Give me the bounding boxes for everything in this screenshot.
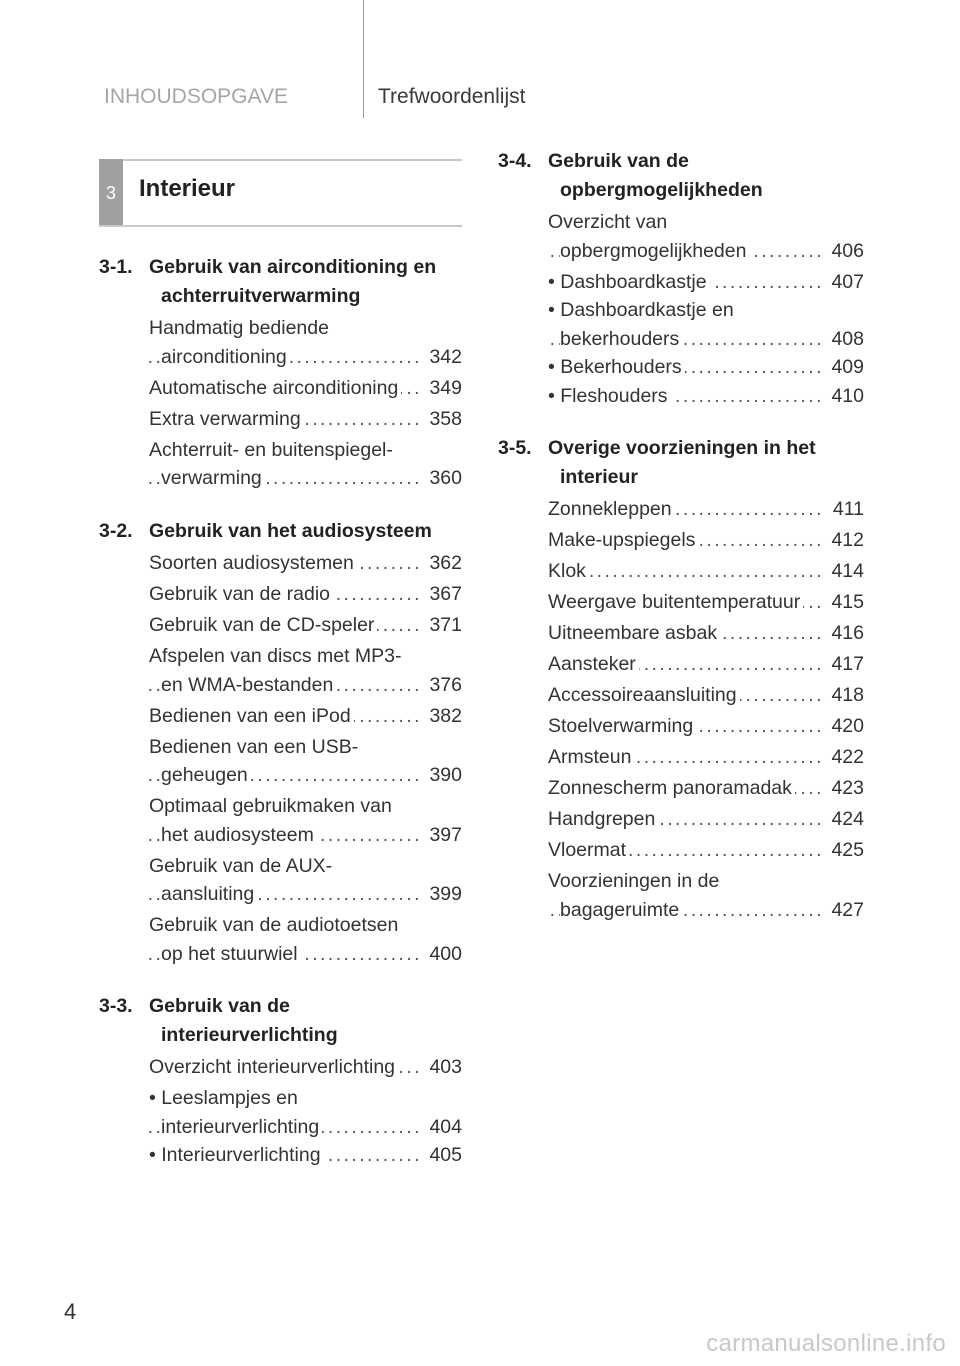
toc-entry-label-wrap (548, 681, 820, 710)
toc-entry-label-wrap (548, 774, 820, 803)
toc-entry[interactable] (548, 743, 864, 772)
chapter-entry-list (99, 314, 462, 493)
toc-entry-label: Gebruik van de AUX-aansluiting (149, 854, 333, 905)
chapter-title: Overige voorzieningen in het interieur (548, 437, 816, 488)
toc-entry-label: Accessoireaansluiting (548, 684, 740, 706)
toc-entry-label-wrap (149, 1053, 418, 1082)
toc-entry-label: Gebruik van de CD-speler (149, 614, 377, 636)
toc-entry-label-wrap (548, 353, 820, 382)
toc-column-left (99, 253, 462, 1194)
toc-entry-page: 425 (820, 836, 864, 865)
toc-entry[interactable] (548, 867, 864, 924)
section-title: Interieur (139, 175, 236, 202)
toc-entry[interactable] (548, 353, 864, 382)
toc-entry-label-wrap (548, 208, 820, 265)
toc-entry[interactable] (149, 580, 462, 609)
section-header-rule-bottom (99, 225, 462, 227)
toc-entry-label: Voorzieningen in de bagageruimte (548, 870, 720, 921)
toc-entry-label-wrap (149, 314, 418, 371)
toc-entry[interactable] (548, 557, 864, 586)
toc-entry[interactable] (149, 733, 462, 790)
toc-entry-label-wrap (149, 580, 418, 609)
toc-entry-label: Zonnekleppen (548, 498, 675, 520)
toc-entry-label: • Leeslampjes en interieurverlichting (149, 1087, 322, 1138)
toc-entry-label: Gebruik van de radio (149, 583, 333, 605)
toc-entry-label-wrap (149, 611, 418, 640)
chapter-number: 3-3. (99, 995, 133, 1017)
toc-entry-label: • Fleshouders (548, 385, 671, 407)
toc-entry[interactable] (149, 611, 462, 640)
toc-chapter (498, 147, 864, 410)
toc-entry[interactable] (548, 619, 864, 648)
toc-entry[interactable] (548, 268, 864, 297)
page-number: 4 (64, 1299, 77, 1324)
toc-entry-label-wrap (149, 374, 418, 403)
toc-entry-label: Stoelverwarming (548, 715, 696, 737)
toc-entry-page: 422 (820, 743, 864, 772)
toc-entry-label-wrap (548, 588, 820, 617)
toc-entry-label: Afspelen van discs met MP3- en WMA-bestanden (149, 645, 402, 696)
toc-entry-label: Uitneembare asbak (548, 622, 720, 644)
toc-entry-label: Automatische airconditioning (149, 377, 401, 399)
toc-entry-page: 409 (820, 353, 864, 382)
toc-entry-label: • Bekerhouders (548, 356, 685, 378)
toc-entry[interactable] (149, 314, 462, 371)
chapter-heading[interactable] (498, 434, 864, 491)
toc-entry-page: 412 (820, 526, 864, 555)
section-header (99, 159, 462, 227)
toc-entry-label: Achterruit- en buitenspiegel-verwarming (149, 438, 393, 489)
toc-entry-label-wrap (548, 382, 820, 411)
toc-entry-label-wrap (149, 1084, 418, 1141)
toc-entry[interactable] (149, 1141, 462, 1170)
toc-entry-label-wrap (548, 495, 820, 524)
toc-entry-label-wrap (548, 743, 820, 772)
toc-entry[interactable] (149, 374, 462, 403)
toc-entry-label: Zonnescherm panoramadak (548, 777, 795, 799)
section-header-rule-top (99, 159, 462, 161)
toc-entry-label-wrap (149, 852, 418, 909)
toc-column-right (498, 147, 864, 948)
toc-chapter (99, 253, 462, 493)
toc-entry-page: 424 (820, 805, 864, 834)
toc-entry-page: 410 (820, 382, 864, 411)
toc-entry-page: 414 (820, 557, 864, 586)
toc-entry-page: 420 (820, 712, 864, 741)
toc-entry-page: 408 (820, 325, 864, 354)
toc-entry-label-wrap (149, 549, 418, 578)
toc-entry-page: 417 (820, 650, 864, 679)
toc-entry-label-wrap (149, 436, 418, 493)
toc-entry-page: 382 (418, 702, 462, 731)
chapter-entry-list (498, 208, 864, 410)
toc-entry-page: 376 (418, 671, 462, 700)
watermark: carmanualsonline.info (706, 1330, 946, 1357)
chapter-number: 3-5. (498, 437, 532, 459)
chapter-entry-list (498, 495, 864, 924)
toc-entry-label-wrap (149, 642, 418, 699)
section-number-tab: 3 (99, 159, 123, 227)
toc-entry[interactable] (149, 436, 462, 493)
toc-chapter (498, 434, 864, 924)
toc-entry-page: 427 (820, 896, 864, 925)
chapter-title: Gebruik van het audiosysteem (149, 519, 432, 542)
toc-entry-label: Gebruik van de audiotoetsen op het stuurwiel (149, 914, 399, 965)
toc-entry-label: Soorten audiosystemen (149, 552, 357, 574)
top-navigation (0, 0, 960, 120)
toc-entry-page: 358 (418, 405, 462, 434)
nav-divider (363, 0, 364, 118)
toc-entry-page: 397 (418, 821, 462, 850)
chapter-entry-list (99, 1053, 462, 1170)
toc-entry[interactable] (149, 911, 462, 968)
toc-entry-page: 423 (820, 774, 864, 803)
toc-entry[interactable] (548, 805, 864, 834)
toc-entry-page: 399 (418, 880, 462, 909)
toc-chapter (99, 517, 462, 969)
toc-entry-label-wrap (149, 1141, 418, 1170)
toc-entry-label-wrap (548, 526, 820, 555)
toc-entry-page: 390 (418, 761, 462, 790)
toc-entry-label-wrap (548, 619, 820, 648)
toc-entry-page: 404 (418, 1113, 462, 1142)
toc-entry-page: 403 (418, 1053, 462, 1082)
chapter-heading[interactable] (498, 147, 864, 204)
toc-entry-label-wrap (548, 268, 820, 297)
toc-entry[interactable] (149, 792, 462, 849)
toc-entry-label: Vloermat (548, 839, 629, 861)
toc-entry-label: Bedienen van een iPod (149, 705, 354, 727)
toc-entry[interactable] (548, 681, 864, 710)
chapter-number: 3-2. (99, 519, 133, 542)
toc-entry-label: Optimaal gebruikmaken van het audiosysteem (149, 795, 392, 846)
toc-entry[interactable] (548, 526, 864, 555)
toc-entry[interactable] (149, 405, 462, 434)
toc-entry-label: Weergave buitentemperatuur (548, 591, 803, 613)
toc-entry-page: 360 (418, 464, 462, 493)
toc-entry-page: 400 (418, 940, 462, 969)
toc-entry-label: • Interieurverlichting (149, 1144, 324, 1166)
nav-link-index[interactable]: Trefwoordenlijst (378, 85, 526, 108)
toc-entry-label: Handmatig bediende airconditioning (149, 317, 329, 368)
toc-entry-page: 371 (418, 611, 462, 640)
toc-entry-label-wrap (548, 557, 820, 586)
toc-entry-label-wrap (149, 405, 418, 434)
toc-entry-page: 416 (820, 619, 864, 648)
toc-entry-page: 362 (418, 549, 462, 578)
toc-entry-label-wrap (548, 867, 820, 924)
toc-entry-label-wrap (548, 805, 820, 834)
toc-entry[interactable] (548, 712, 864, 741)
toc-entry[interactable] (149, 549, 462, 578)
toc-entry-label: Aansteker (548, 653, 639, 675)
toc-entry-label: Extra verwarming (149, 408, 304, 430)
toc-entry[interactable] (548, 382, 864, 411)
toc-entry-label: Bedienen van een USB-geheugen (149, 735, 359, 786)
chapter-entry-list (99, 549, 462, 968)
toc-entry-label: Armsteun (548, 746, 634, 768)
toc-chapter (99, 992, 462, 1170)
toc-entry-page: 418 (820, 681, 864, 710)
toc-entry[interactable] (548, 650, 864, 679)
toc-entry[interactable] (548, 495, 864, 524)
toc-entry-label-wrap (548, 296, 820, 353)
toc-entry-label-wrap (548, 712, 820, 741)
toc-entry-label: Klok (548, 560, 589, 582)
toc-entry-page: 406 (820, 237, 864, 266)
toc-entry-label-wrap (548, 836, 820, 865)
toc-entry[interactable] (149, 852, 462, 909)
toc-entry[interactable] (548, 774, 864, 803)
toc-entry[interactable] (149, 1053, 462, 1082)
toc-entry-page: 367 (418, 580, 462, 609)
toc-entry[interactable] (149, 1084, 462, 1141)
toc-entry-label-wrap (149, 792, 418, 849)
toc-entry-label-wrap (149, 733, 418, 790)
toc-entry-page: 411 (820, 495, 864, 524)
toc-entry-label: • Dashboardkastje en bekerhouders (548, 299, 734, 350)
toc-entry-label-wrap (149, 911, 418, 968)
toc-entry[interactable] (149, 702, 462, 731)
chapter-heading[interactable] (99, 253, 462, 310)
toc-entry-label: Overzicht van opbergmogelijkheden (548, 211, 749, 262)
toc-entry-page: 349 (418, 374, 462, 403)
chapter-heading[interactable] (99, 517, 462, 546)
nav-link-table-of-contents[interactable]: INHOUDSOPGAVE (104, 85, 288, 108)
toc-entry-label: Handgrepen (548, 808, 658, 830)
chapter-number: 3-1. (99, 256, 133, 278)
toc-entry-page: 405 (418, 1141, 462, 1170)
toc-entry-page: 407 (820, 268, 864, 297)
toc-entry-label: Make-upspiegels (548, 529, 698, 551)
toc-entry-label-wrap (548, 650, 820, 679)
toc-entry-label-wrap (149, 702, 418, 731)
toc-entry[interactable] (548, 588, 864, 617)
chapter-title: Gebruik van airconditioning en achterruitverwarming (149, 256, 437, 307)
toc-entry-label: • Dashboardkastje (548, 271, 710, 293)
toc-entry[interactable] (548, 836, 864, 865)
chapter-title: Gebruik van de opbergmogelijkheden (548, 150, 763, 201)
toc-entry-page: 342 (418, 343, 462, 372)
chapter-number: 3-4. (498, 150, 532, 172)
toc-entry[interactable] (548, 296, 864, 353)
toc-entry[interactable] (149, 642, 462, 699)
chapter-title: Gebruik van de interieurverlichting (149, 995, 338, 1046)
toc-entry-label: Overzicht interieurverlichting (149, 1056, 398, 1078)
chapter-heading[interactable] (99, 992, 462, 1049)
toc-entry[interactable] (548, 208, 864, 265)
toc-entry-page: 415 (820, 588, 864, 617)
